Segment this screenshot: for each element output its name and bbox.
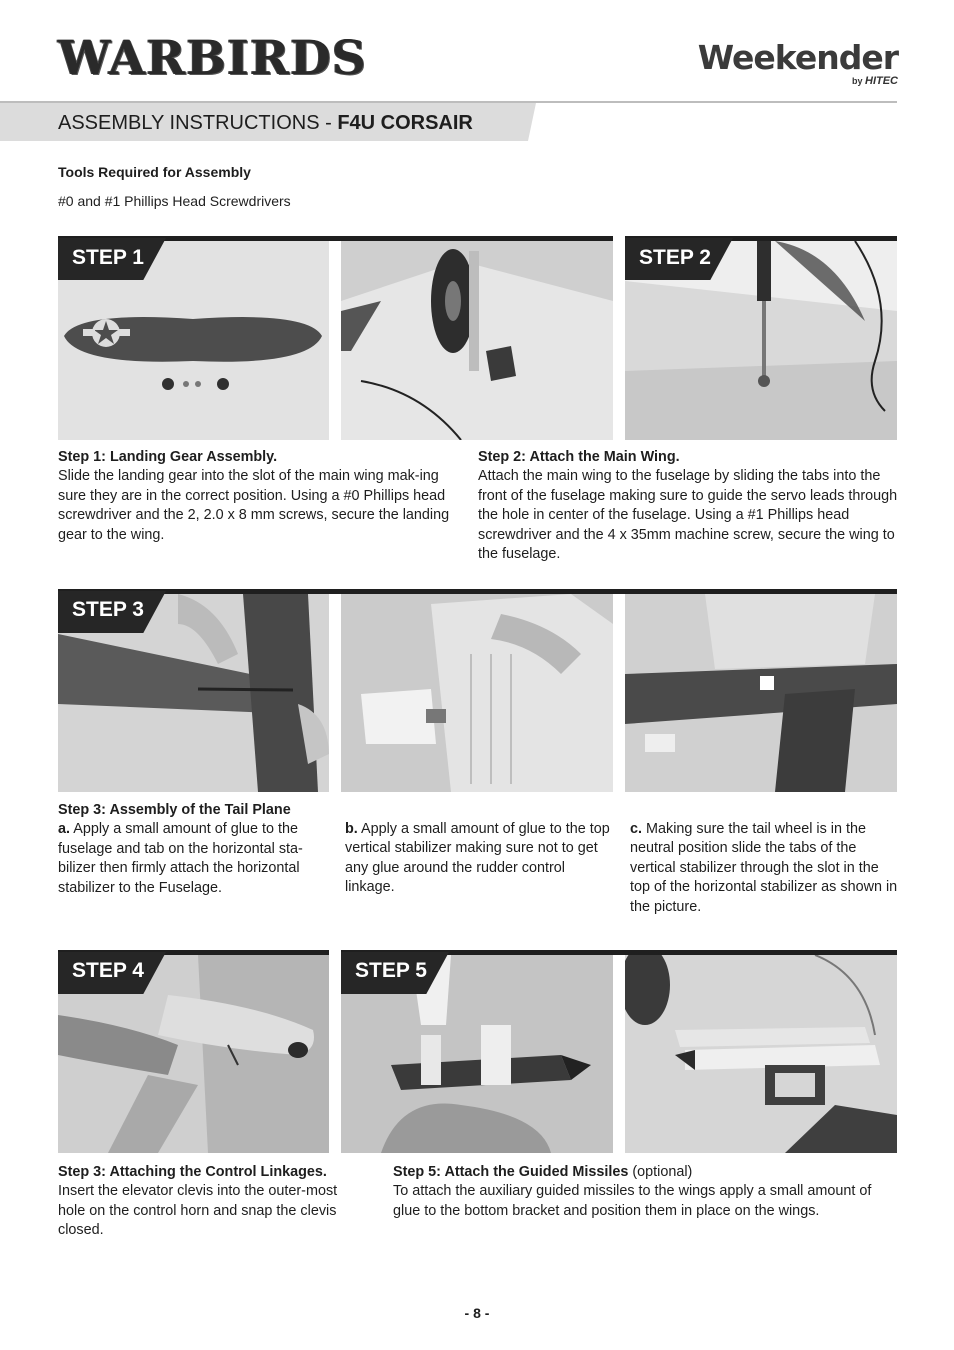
step1-photo-gear — [341, 241, 613, 440]
step1-caption — [58, 448, 453, 545]
weekender-logo — [676, 38, 898, 90]
step5-caption-heading: Step 5: Attach the Guided Missiles — [393, 1164, 629, 1180]
step2-label: STEP 2 — [639, 246, 711, 269]
page-title — [58, 110, 473, 136]
step4-caption-body: Insert the elevator clevis into the outer-most hole on the control horn and snap the clevis closed. — [58, 1183, 338, 1239]
weekender-logo-text: Weekender — [697, 38, 898, 77]
step5-caption-optional: (optional) — [628, 1164, 693, 1180]
step5-photo-b — [625, 955, 897, 1153]
step1-caption-heading: Step 1: Landing Gear Assembly. — [58, 449, 278, 465]
page-title-prefix: ASSEMBLY INSTRUCTIONS - — [58, 112, 338, 134]
step1-label: STEP 1 — [72, 246, 144, 269]
step4-label: STEP 4 — [72, 959, 144, 982]
page-number: - 8 - — [464, 1305, 490, 1321]
hitec-brand: HITEC — [865, 75, 898, 87]
step4-caption-heading: Step 3: Attaching the Control Linkages. — [58, 1164, 327, 1180]
header-divider — [0, 101, 897, 103]
step3c-caption — [630, 820, 900, 917]
landing-gear-illustration — [341, 241, 613, 440]
step3-photo-c — [625, 594, 897, 792]
step5-caption-heading-line — [393, 1163, 893, 1182]
step4-caption — [58, 1163, 343, 1241]
tools-text: #0 and #1 Phillips Head Screwdrivers — [58, 193, 291, 209]
step2-caption-heading: Step 2: Attach the Main Wing. — [478, 449, 680, 465]
step2-caption-body: Attach the main wing to the fuselage by sliding the tabs into the front of the fuselage making sure to guide the servo leads through the hole in center of the fuselage. Using a #1 Phillips head screwdriver and the 4 x 35mm machine screw, secure the wing to the fuselage. — [478, 468, 898, 563]
step3c-letter: c. — [630, 821, 643, 837]
step3a-text: Apply a small amount of glue to the fuselage and tab on the horizontal sta-bilizer then firmly attach the horizontal stabilizer to the Fuselage. — [58, 821, 303, 896]
warbirds-logo-text: WARBIRDS — [58, 31, 367, 86]
step3-label: STEP 3 — [72, 598, 144, 621]
step3-caption-heading: Step 3: Assembly of the Tail Plane — [58, 802, 291, 818]
step3b-text: Apply a small amount of glue to the top vertical stabilizer making sure not to get any glue around the rudder control linkage. — [345, 821, 610, 896]
vertical-stabilizer-illustration — [341, 594, 613, 792]
step3b-caption — [345, 820, 617, 898]
byline-by: by — [851, 76, 863, 86]
horizontal-stabilizer-illustration — [625, 594, 897, 792]
step3-photo-b — [341, 594, 613, 792]
step2-caption — [478, 448, 898, 564]
page-title-model: F4U CORSAIR — [337, 112, 473, 134]
step3a-caption — [58, 801, 328, 898]
step3a-letter: a. — [58, 821, 71, 838]
warbirds-logo — [58, 30, 367, 88]
tools-heading: Tools Required for Assembly — [58, 164, 251, 180]
step3c-text: Making sure the tail wheel is in the neutral position slide the tabs of the vertical stabilizer through the slot in the top of the horizontal stabilizer as shown in the picture. — [630, 821, 898, 915]
step3b-letter: b. — [345, 821, 358, 837]
missile-mounting-illustration — [625, 955, 897, 1153]
step5-label: STEP 5 — [355, 959, 427, 982]
step1-caption-body: Slide the landing gear into the slot of the main wing mak-ing sure they are in the correct position. Using a #0 Phillips head screwdriver and the 2, 2.0 x 8 mm screws, secure the landing gear to the wing. — [58, 468, 450, 543]
step5-caption — [393, 1163, 893, 1221]
step5-caption-body: To attach the auxiliary guided missiles to the wings apply a small amount of glue to the bottom bracket and position them in place on the wings. — [393, 1183, 872, 1219]
